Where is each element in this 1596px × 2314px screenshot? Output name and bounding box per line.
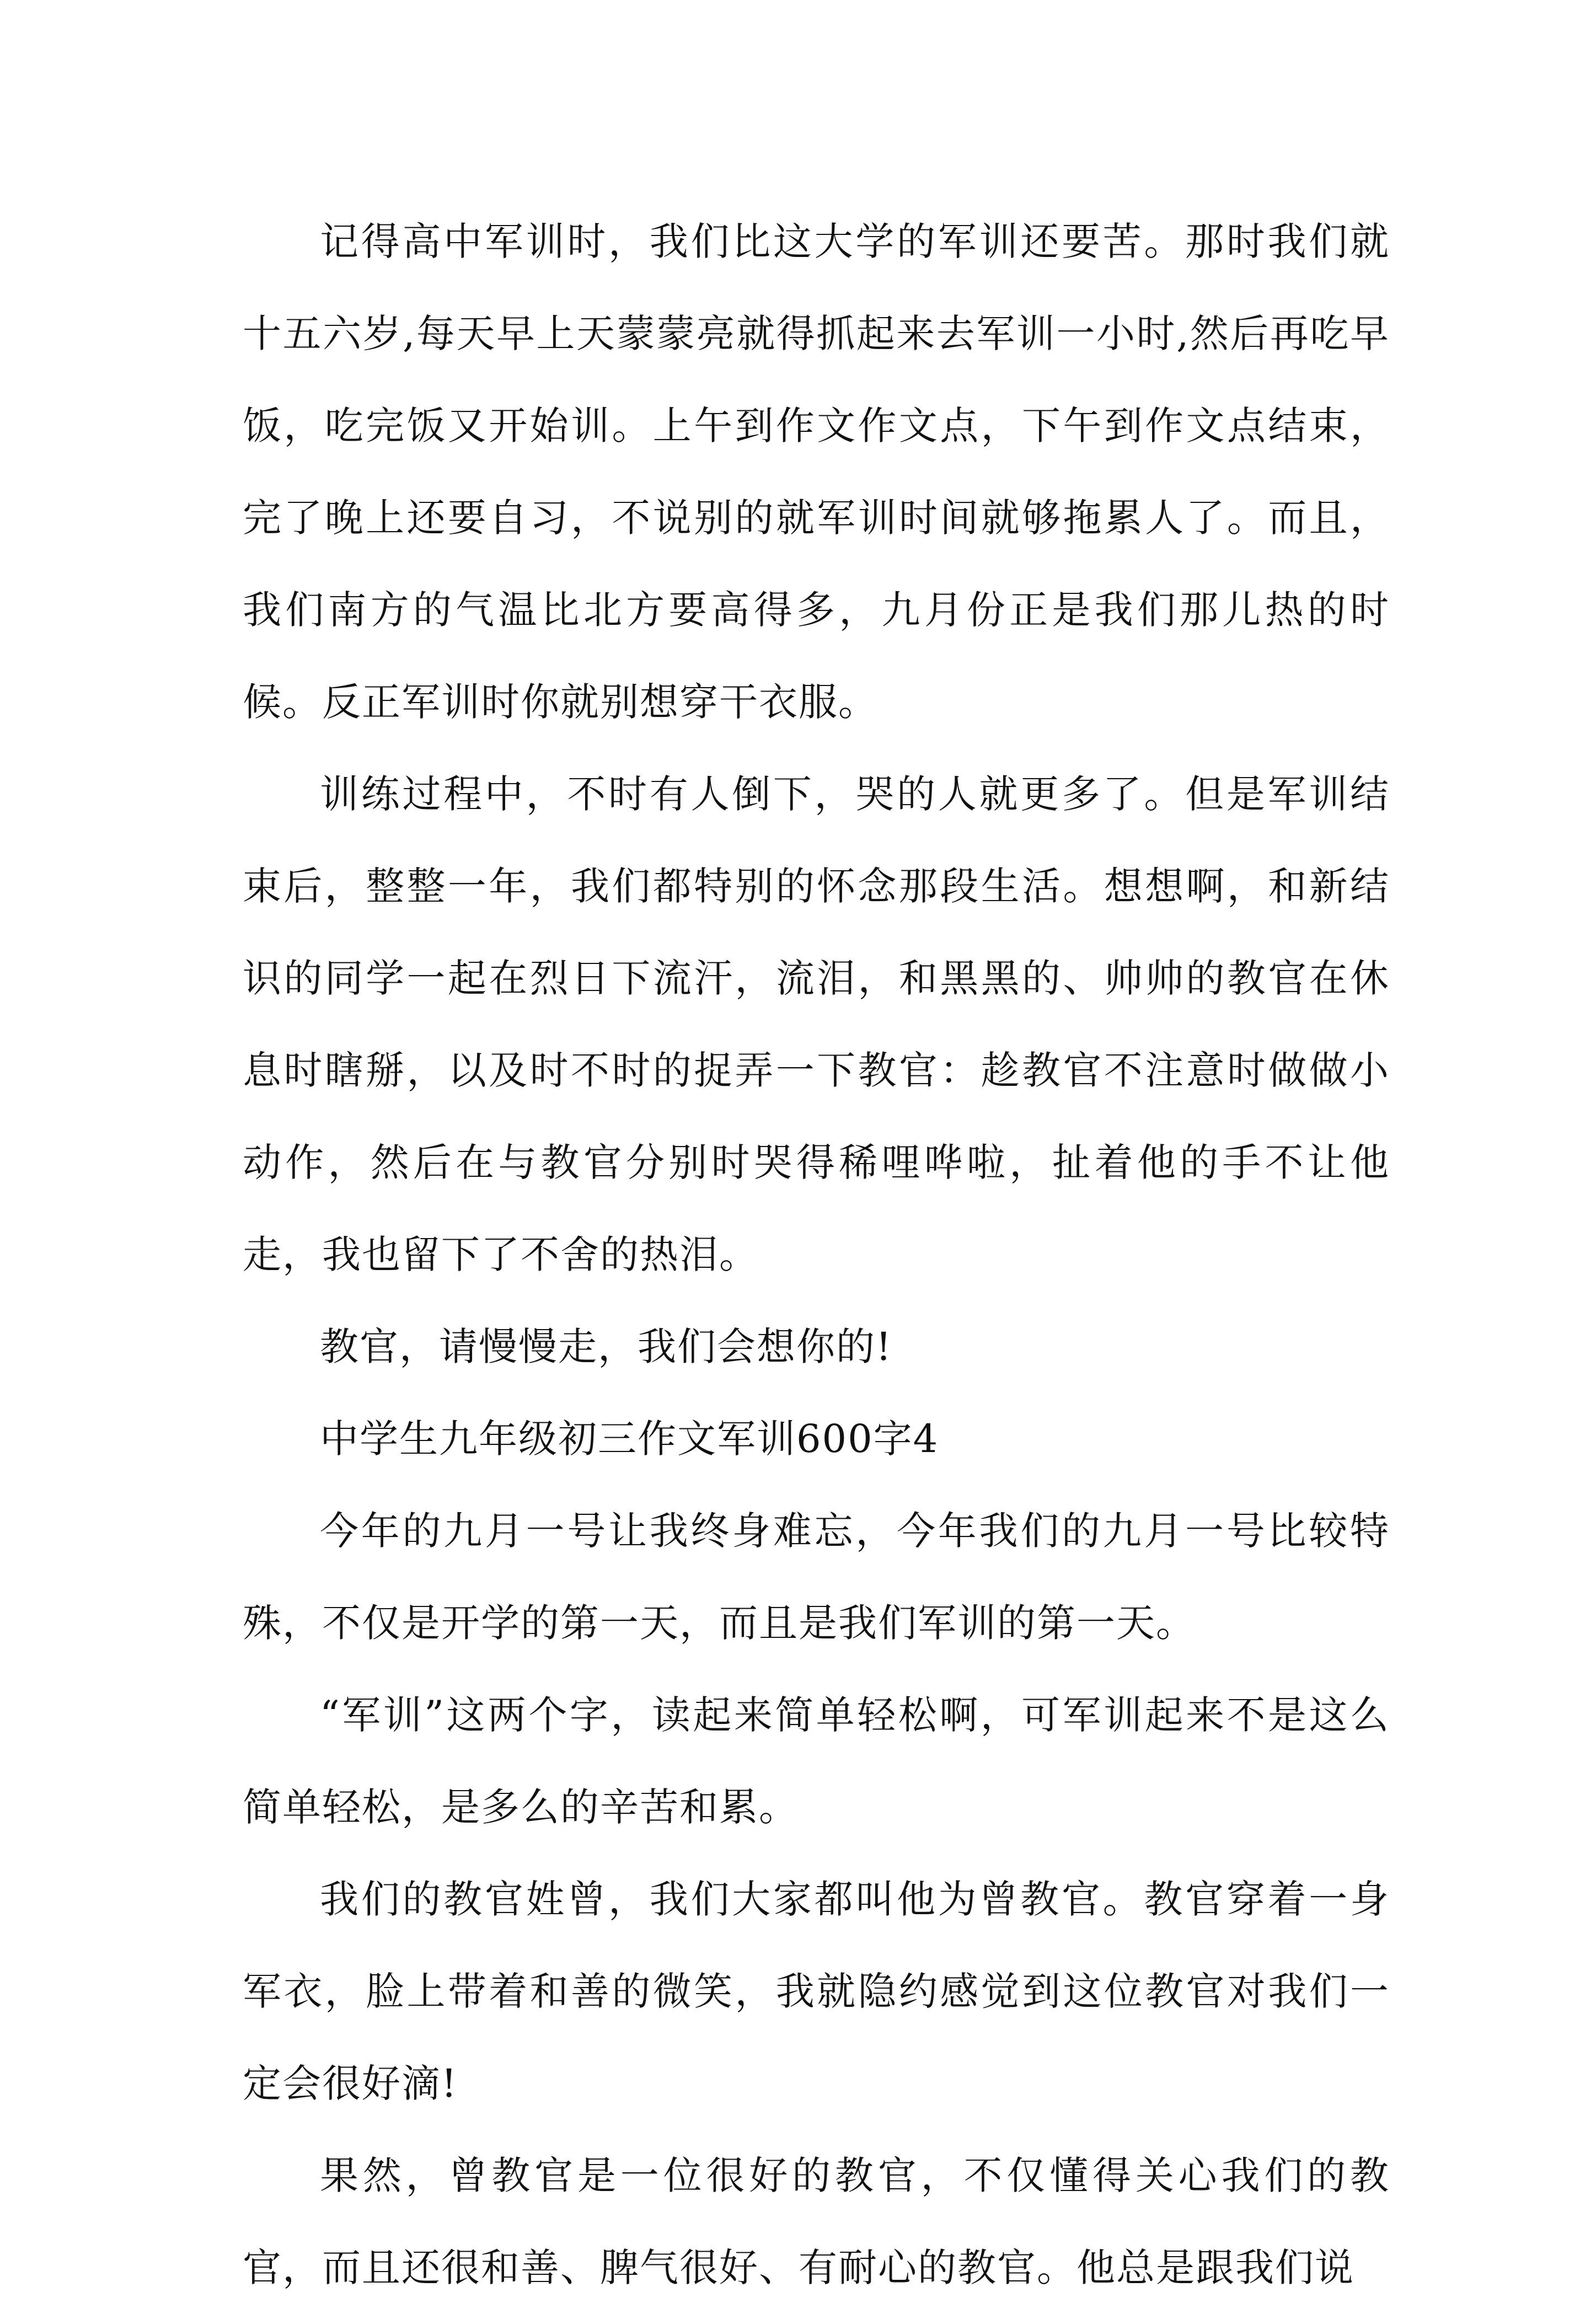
paragraph: 训练过程中，不时有人倒下，哭的人就更多了。但是军训结束后，整整一年，我们都特别的怀念那段生活。想想啊，和新结识的同学一起在烈日下流汗，流泪，和黑黑的、帅帅的教官在休息时瞎掰，以及时不时的捉弄一下教官：趁教官不注意时做做小动作，然后在与教官分别时哭得稀哩哗啦，扯着他的手不让他走，我也留下了不舍的热泪。 (243, 772, 1390, 1277)
document-body (243, 196, 1390, 2314)
paragraph: 我们的教官姓曾，我们大家都叫他为曾教官。教官穿着一身军衣，脸上带着和善的微笑，我就隐约感觉到这位教官对我们一定会很好滴! (243, 1877, 1390, 2106)
section-heading: 中学生九年级初三作文军训600字4 (320, 1416, 939, 1461)
paragraph: 今年的九月一号让我终身难忘，今年我们的九月一号比较特殊，不仅是开学的第一天，而且是我们军训的第一天。 (243, 1508, 1390, 1646)
paragraph: “军训”这两个字，读起来简单轻松啊，可军训起来不是这么简单轻松，是多么的辛苦和累。 (243, 1692, 1390, 1830)
paragraph: 教官，请慢慢走，我们会想你的! (320, 1324, 893, 1369)
paragraph: 果然，曾教官是一位很好的教官，不仅懂得关心我们的教官，而且还很和善、脾气很好、有耐心的教官。他总是跟我们说 (243, 2153, 1390, 2290)
paragraph: 记得高中军训时，我们比这大学的军训还要苦。那时我们就十五六岁,每天早上天蒙蒙亮就得抓起来去军训一小时,然后再吃早饭，吃完饭又开始训。上午到作文作文点，下午到作文点结束，完了晚上还要自习，不说别的就军训时间就够拖累人了。而且，我们南方的气温比北方要高得多，九月份正是我们那儿热的时候。反正军训时你就别想穿干衣服。 (243, 219, 1390, 725)
